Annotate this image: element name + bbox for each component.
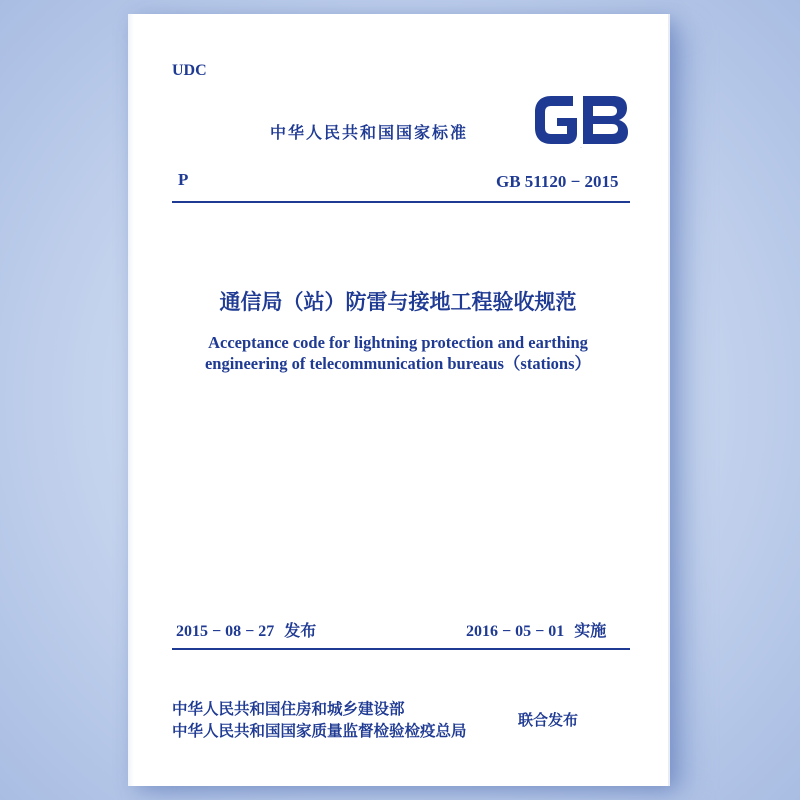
- title-chinese: 通信局（站）防雷与接地工程验收规范: [219, 290, 577, 314]
- title-english-line-2: engineering of telecommunication bureaus（stations）: [204, 354, 592, 373]
- effective-date-block: [466, 618, 606, 641]
- book-spine-edge: [128, 14, 134, 786]
- effective-date: 2016 − 05 − 01: [466, 623, 565, 640]
- top-divider: [172, 201, 630, 203]
- bottom-divider: [172, 648, 630, 650]
- gb-logo: [533, 90, 629, 150]
- standard-book-cover: [128, 14, 668, 786]
- national-standard-heading: 中华人民共和国国家标准: [270, 123, 469, 142]
- issue-date: 2015 − 08 − 27: [176, 623, 275, 640]
- effective-label: 实施: [574, 621, 607, 640]
- gb-logo-text: GB: [580, 148, 582, 149]
- standard-number: GB 51120 − 2015: [496, 172, 619, 191]
- classification-code: P: [178, 170, 189, 189]
- issuers: [172, 698, 467, 742]
- title-english: [168, 332, 628, 374]
- issue-date-block: [176, 618, 316, 641]
- issuer-aqsiq: 中华人民共和国国家质量监督检验检疫总局: [172, 722, 467, 740]
- issuer-ministry-housing: 中华人民共和国住房和城乡建设部: [172, 700, 405, 718]
- title-english-line-1: Acceptance code for lightning protection and earthing: [208, 333, 588, 352]
- udc-label: UDC: [172, 62, 207, 79]
- joint-issue-label: 联合发布: [518, 711, 579, 729]
- issue-label: 发布: [284, 621, 317, 640]
